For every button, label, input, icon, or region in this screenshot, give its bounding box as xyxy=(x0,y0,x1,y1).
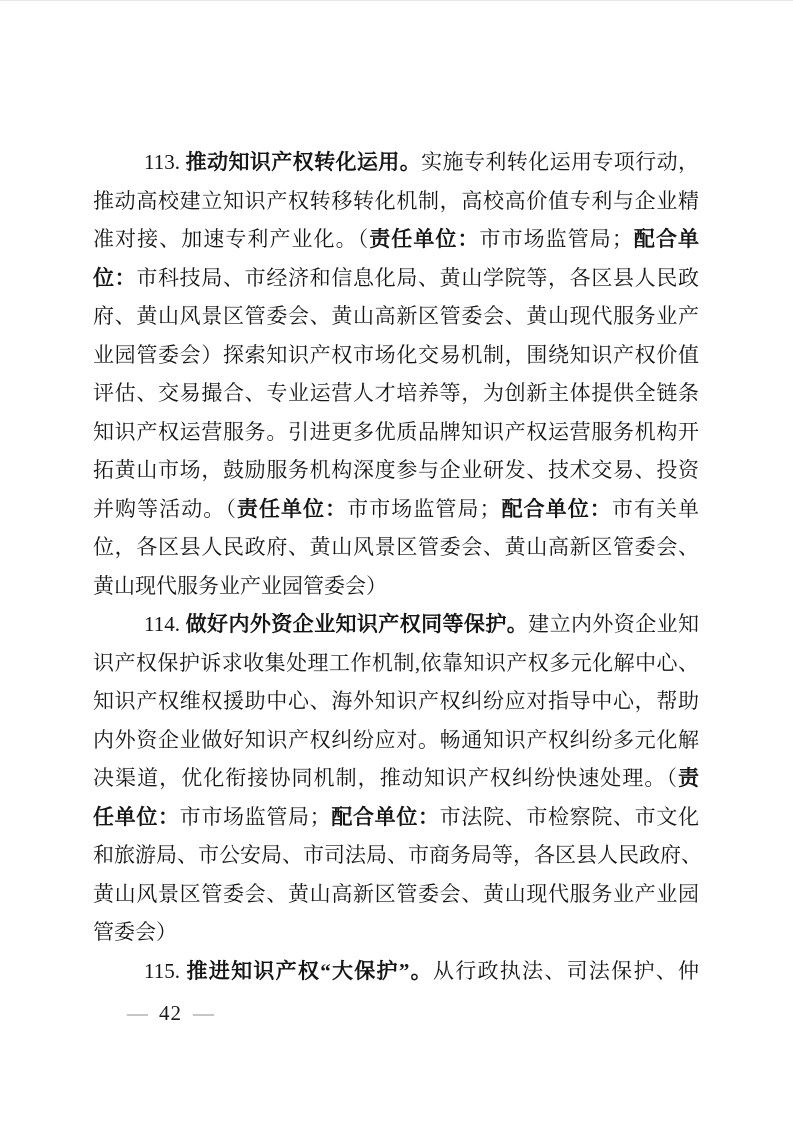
text-line xyxy=(93,490,699,529)
bold-text-run: 配合单位： xyxy=(500,496,612,521)
text-line xyxy=(93,528,699,567)
text-line xyxy=(93,682,699,721)
text-line xyxy=(93,374,699,413)
bold-text-run: 推动知识产权转化运用。 xyxy=(185,150,422,174)
text-run: 市有关单 xyxy=(611,496,700,521)
text-line xyxy=(93,297,699,336)
paragraph-115 xyxy=(93,952,699,991)
text-run: 市市场监管局； xyxy=(479,227,633,251)
bold-text-run: 做好内外资企业知识产权同等保护。 xyxy=(185,612,529,636)
text-run: 建立内外资企业知 xyxy=(528,612,700,636)
text-run: 府、黄山风景区管委会、黄山高新区管委会、黄山现代服务业产 xyxy=(93,304,699,328)
text-run: 115. xyxy=(144,958,187,983)
bold-text-run: 责任单位： xyxy=(369,227,480,251)
text-line xyxy=(93,336,699,375)
text-run: 114. xyxy=(144,612,186,636)
text-run: 黄山风景区管委会、黄山高新区管委会、黄山现代服务业产业园 xyxy=(93,881,699,906)
text-run: 市市场监管局； xyxy=(347,496,501,521)
text-line xyxy=(93,182,699,221)
bold-text-run: 位： xyxy=(93,265,137,290)
text-run: 和旅游局、市公安局、市司法局、市商务局等，各区县人民政府、 xyxy=(93,843,702,867)
text-run: 113. xyxy=(144,150,186,174)
text-run: 实施专利转化运用专项行动， xyxy=(421,150,700,174)
text-line xyxy=(93,913,699,952)
text-run: 推动高校建立知识产权转移转化机制，高校高价值专利与企业精 xyxy=(93,188,699,213)
text-line xyxy=(93,644,699,683)
text-line xyxy=(93,605,699,644)
page-number-dash-left: — xyxy=(127,1001,148,1025)
text-line xyxy=(93,220,699,259)
text-line xyxy=(93,836,702,875)
text-run: 黄山现代服务业产业园管委会） xyxy=(93,573,387,598)
text-run: 从行政执法、司法保护、仲 xyxy=(432,958,700,983)
text-run: 管委会） xyxy=(93,920,177,944)
page-footer xyxy=(127,1001,214,1026)
text-run: 知识产权运营服务。引进更多优质品牌知识产权运营服务机构开 xyxy=(93,419,699,444)
text-run: 业园管委会）探索知识产权市场化交易机制，围绕知识产权价值 xyxy=(93,342,699,367)
bold-text-run: 推进知识产权“大保护”。 xyxy=(186,958,433,983)
bold-text-run: 任单位： xyxy=(93,804,180,829)
page-number: 42 xyxy=(159,1001,182,1025)
page-top-edge xyxy=(0,0,793,1)
text-run: 准对接、加速专利产业化。（ xyxy=(93,227,370,251)
text-run: 并购等活动。（ xyxy=(93,496,237,521)
text-run: 市科技局、市经济和信息化局、黄山学院等，各区县人民政 xyxy=(136,265,700,290)
text-line xyxy=(93,451,699,490)
text-run: 内外资企业做好知识产权纠纷应对。畅通知识产权纠纷多元化解 xyxy=(93,727,699,752)
text-run: 知识产权维权援助中心、海外知识产权纠纷应对指导中心，帮助 xyxy=(93,689,699,713)
text-run: 识产权保护诉求收集处理工作机制,依靠知识产权多元化解中心、 xyxy=(93,650,699,675)
paragraph-113 xyxy=(93,143,699,605)
bold-text-run: 责 xyxy=(678,766,699,790)
text-line xyxy=(93,952,699,991)
text-line xyxy=(93,567,699,606)
bold-text-run: 配合单 xyxy=(632,227,700,251)
text-run: 市法院、市检察院、市文化 xyxy=(439,804,700,829)
text-line xyxy=(93,798,699,837)
text-run: 市市场监管局； xyxy=(179,804,331,829)
text-line xyxy=(93,413,699,452)
text-run: 拓黄山市场，鼓励服务机构深度参与企业研发、技术交易、投资 xyxy=(93,458,699,482)
text-line xyxy=(93,259,699,298)
bold-text-run: 责任单位： xyxy=(236,496,348,521)
text-run: 决渠道，优化衔接协同机制，推动知识产权纠纷快速处理。（ xyxy=(93,766,678,790)
paragraph-114 xyxy=(93,605,702,952)
document-body xyxy=(93,143,702,990)
text-line xyxy=(93,759,699,798)
text-line xyxy=(93,721,699,760)
text-line xyxy=(93,143,699,182)
text-line xyxy=(93,875,699,914)
bold-text-run: 配合单位： xyxy=(330,804,440,829)
text-run: 位，各区县人民政府、黄山风景区管委会、黄山高新区管委会、 xyxy=(93,535,699,559)
page-number-dash-right: — xyxy=(193,1001,214,1025)
text-run: 评估、交易撮合、专业运营人才培养等，为创新主体提供全链条 xyxy=(93,381,699,405)
